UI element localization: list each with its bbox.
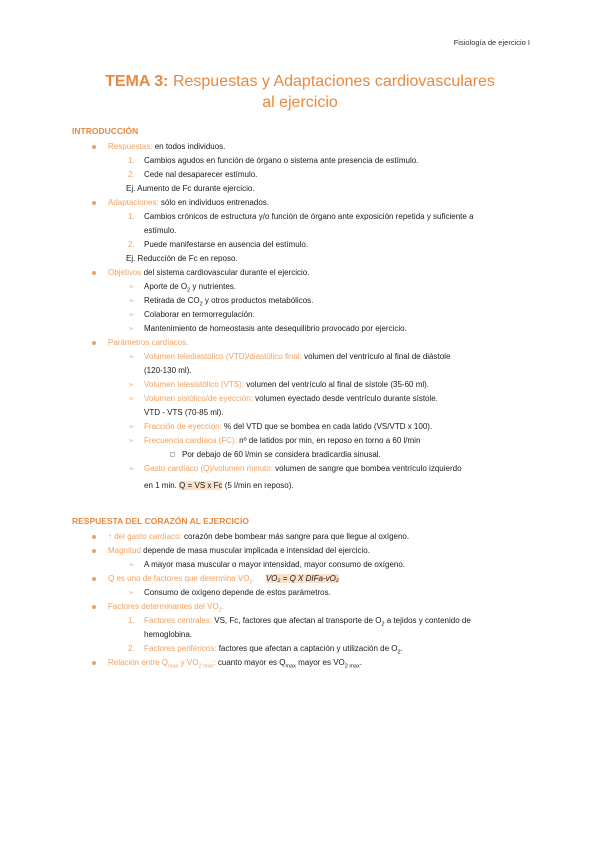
param-vtd: Volumen telediastólico (VTD)/diastólico final: volumen del ventrículo al final de diástole xyxy=(144,352,451,361)
objetivo-2: Retirada de $CO_2$ y otros productos metabólicos. xyxy=(144,296,314,308)
corazon-magnitud: Magnitud depende de masa muscular implicada e intensidad del ejercicio. xyxy=(108,546,370,555)
adaptaciones-1b: estímulo. xyxy=(144,226,177,235)
param-vs: Volumen sistólico/de eyección: volumen eyectado desde ventrículo durante sístole. xyxy=(144,394,438,403)
num-1: 1. xyxy=(128,616,135,625)
adaptaciones-2: Puede manifestarse en ausencia del estímulo. xyxy=(144,240,309,249)
right-arrow-icon: ➢ xyxy=(128,436,135,445)
bullet-icon xyxy=(92,201,96,205)
param-q-formula: en 1 min. Q = VS x Fc (5 l/min en reposo). xyxy=(144,481,294,490)
param-vts: Volumen telesistólico (VTS): volumen del ventrículo al final de sístole (35-60 ml). xyxy=(144,380,430,389)
param-fc: Frecuencia cardíaca (FC): nº de latidos por min, en reposo en torno a 60 l/min xyxy=(144,436,421,445)
factores-perifericos: Factores periféricos: factores que afectan a captación y utilización de $O_2$. xyxy=(144,644,403,656)
bullet-icon xyxy=(92,577,96,581)
num-1: 1. xyxy=(128,212,135,221)
param-fe: Fracción de eyección: % del VTD que se bombea en cada latido (VS/VTD x 100). xyxy=(144,422,433,431)
param-q: Gasto cardíaco (Q)/volumen minuto: volumen de sangre que bombea ventrículo izquierdo xyxy=(144,464,462,473)
corazon-gasto: ↑ del gasto cardíaco: corazón debe bombear más sangre para que llegue al oxígeno. xyxy=(108,532,410,541)
objetivo-3: Colaborar en termorregulación. xyxy=(144,310,255,319)
corazon-magnitud-sub: A mayor masa muscular o mayor intensidad, mayor consumo de oxígeno. xyxy=(144,560,406,569)
factores-centrales-b: hemoglobina. xyxy=(144,630,193,639)
right-arrow-icon: ➢ xyxy=(128,324,135,333)
right-arrow-icon: ➢ xyxy=(128,588,135,597)
right-arrow-icon: ➢ xyxy=(128,282,135,291)
right-arrow-icon: ➢ xyxy=(128,560,135,569)
page-title xyxy=(0,71,600,92)
bullet-icon xyxy=(92,271,96,275)
bullet-icon xyxy=(92,145,96,149)
right-arrow-icon: ➢ xyxy=(128,310,135,319)
right-arrow-icon: ➢ xyxy=(128,380,135,389)
right-arrow-icon: ➢ xyxy=(128,352,135,361)
adaptaciones-1a: Cambios crónicos de estructura y/o función de órgano ante exposición repetida y suficiente a xyxy=(144,212,474,221)
adaptaciones-ej: Ej. Reducción de Fc en reposo. xyxy=(126,254,238,263)
right-arrow-icon: ➢ xyxy=(128,394,135,403)
section-heading-corazon: RESPUESTA DEL CORAZÓN AL EJERCICIO xyxy=(72,516,249,526)
parametros-heading: Parámetros cardíacos. xyxy=(108,338,189,347)
page-title-line2: al ejercicio xyxy=(262,94,338,111)
objetivo-1: Aporte de $O_2$ y nutrientes. xyxy=(144,282,237,294)
factores-heading: Factores determinantes del $VO_2$. xyxy=(108,602,225,614)
bullet-icon xyxy=(92,549,96,553)
corazon-q-factor-sub: Consumo de oxígeno depende de estos parámetros. xyxy=(144,588,331,597)
param-vtd-value: (120-130 ml). xyxy=(144,366,192,375)
running-header: Fisiología de ejercicio I xyxy=(453,38,530,47)
param-fc-sub: Por debajo de 60 l/min se considera bradicardia sinusal. xyxy=(182,450,381,459)
bullet-icon xyxy=(92,535,96,539)
relacion-q-vo2: Relación entre $Q_{max}$ y $VO_{2 max}$: cuanto mayor es $Q_{max}$ mayor es $VO_{2 max}$. xyxy=(108,658,362,670)
bullet-icon xyxy=(92,341,96,345)
right-arrow-icon: ➢ xyxy=(128,422,135,431)
objetivos-item: Objetivos del sistema cardiovascular durante el ejercicio. xyxy=(108,268,310,277)
title-tema: TEMA 3: xyxy=(105,73,169,90)
right-arrow-icon: ➢ xyxy=(128,464,135,473)
corazon-q-factor: Q es uno de factores que determina $VO_2$. VO₂ = Q X DIFa-vO₂ xyxy=(108,574,339,586)
param-vs-value: VTD - VTS (70-85 ml). xyxy=(144,408,224,417)
respuestas-ej: Ej. Aumento de Fc durante ejercicio. xyxy=(126,184,255,193)
objetivo-4: Mantenimiento de homeostasis ante desequilibrio provocado por ejercicio. xyxy=(144,324,407,333)
right-arrow-icon: ➢ xyxy=(128,296,135,305)
num-2: 2. xyxy=(128,170,135,179)
num-2: 2. xyxy=(128,644,135,653)
title-line1: Respuestas y Adaptaciones cardiovasculares xyxy=(168,73,495,90)
factores-centrales: Factores centrales: VS, Fc, factores que afectan al transporte de $O_2$ a tejidos y contenido de xyxy=(144,616,471,628)
vo2-formula: VO₂ = Q X DIFa-vO₂ xyxy=(265,574,339,583)
bullet-icon xyxy=(92,605,96,609)
num-1: 1. xyxy=(128,156,135,165)
respuestas-2: Cede nal desaparecer estímulo. xyxy=(144,170,258,179)
respuestas-item: Respuestas: en todos individuos. xyxy=(108,142,226,151)
section-heading-intro: INTRODUCCIÓN xyxy=(72,126,139,136)
respuestas-1: Cambios agudos en función de órgano o sistema ante presencia de estímulo. xyxy=(144,156,419,165)
bullet-icon xyxy=(92,661,96,665)
square-bullet-icon xyxy=(170,452,175,457)
num-2: 2. xyxy=(128,240,135,249)
adaptaciones-item: Adaptaciones: sólo en individuos entrenados. xyxy=(108,198,269,207)
